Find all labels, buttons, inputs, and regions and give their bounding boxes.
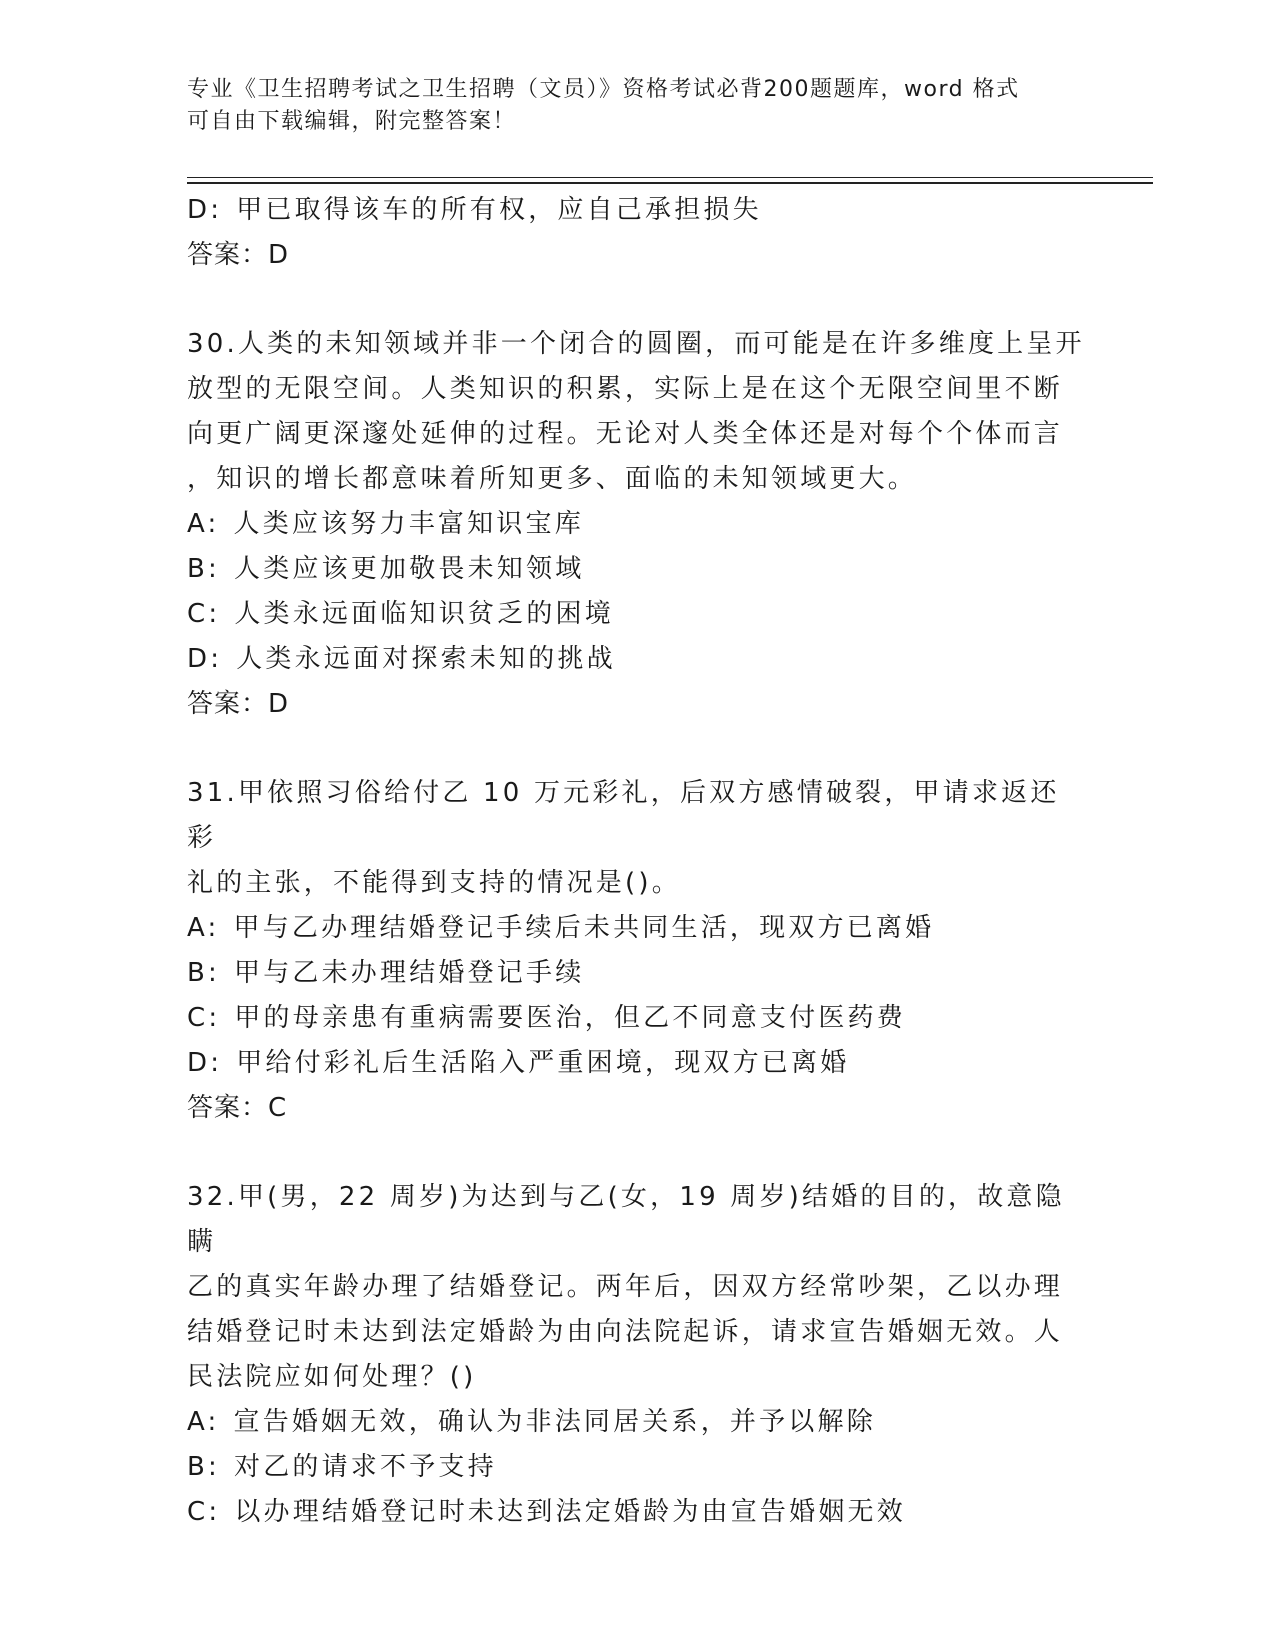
option-d bbox=[187, 637, 1087, 682]
option-prefix: B: bbox=[187, 1452, 220, 1482]
option-prefix: B: bbox=[187, 958, 220, 988]
option-d bbox=[187, 1041, 1087, 1086]
question-stem-30: 30.人类的未知领域并非一个闭合的圆圈，而可能是在许多维度上呈开 放型的无限空间。人类知识的积累，实际上是在这个无限空间里不断 向更广阔更深邃处延伸的过程。无论对人类全体还是对每个个体而言 ，知识的增长都意味着所知更多、面临的未知领域更大。 bbox=[187, 329, 1085, 494]
option-text: 宣告婚姻无效，确认为非法同居关系，并予以解除 bbox=[233, 1407, 876, 1437]
option-a bbox=[187, 502, 1087, 547]
option-c bbox=[187, 592, 1087, 637]
option-prefix: D: bbox=[187, 195, 223, 225]
option-prefix: A: bbox=[187, 509, 220, 539]
option-text: 对乙的请求不予支持 bbox=[234, 1452, 497, 1482]
option-a bbox=[187, 1400, 1087, 1445]
option-prefix: C: bbox=[187, 1003, 221, 1033]
option-a bbox=[187, 906, 1087, 951]
header-divider-thick bbox=[187, 182, 1153, 184]
answer-line: 答案：D bbox=[187, 689, 290, 719]
option-text: 甲的母亲患有重病需要医治，但乙不同意支付医药费 bbox=[234, 1003, 906, 1033]
header-title-line2: 可自由下载编辑，附完整答案！ bbox=[187, 109, 517, 134]
option-text: 甲与乙办理结婚登记手续后未共同生活，现双方已离婚 bbox=[233, 913, 935, 943]
answer-line: 答案：C bbox=[187, 1093, 288, 1123]
page-header bbox=[187, 74, 1067, 138]
option-c bbox=[187, 1490, 1087, 1535]
option-text: 甲与乙未办理结婚登记手续 bbox=[234, 958, 585, 988]
option-text: 甲给付彩礼后生活陷入严重困境，现双方已离婚 bbox=[236, 1048, 850, 1078]
option-text: 人类应该努力丰富知识宝库 bbox=[233, 509, 584, 539]
question-stem-32: 32.甲(男，22 周岁)为达到与乙(女，19 周岁)结婚的目的，故意隐瞒 乙的真实年龄办理了结婚登记。两年后，因双方经常吵架，乙以办理 结婚登记时未达到法定婚龄为由向法院起诉，请求宣告婚姻无效。人 民法院应如何处理？() bbox=[187, 1182, 1065, 1392]
option-prefix: D: bbox=[187, 1048, 223, 1078]
option-prefix: A: bbox=[187, 1407, 220, 1437]
option-text: 人类永远面临知识贫乏的困境 bbox=[234, 599, 614, 629]
header-title-line1: 专业《卫生招聘考试之卫生招聘（文员）》资格考试必背200题题库，word 格式 bbox=[187, 77, 1020, 102]
option-prefix: C: bbox=[187, 1497, 221, 1527]
option-text: 以办理结婚登记时未达到法定婚龄为由宣告婚姻无效 bbox=[234, 1497, 906, 1527]
answer-line: 答案：D bbox=[187, 240, 290, 270]
spacer bbox=[187, 727, 1087, 771]
option-b bbox=[187, 547, 1087, 592]
question-content bbox=[187, 188, 1087, 1535]
option-text: 甲已取得该车的所有权，应自己承担损失 bbox=[236, 195, 762, 225]
option-text: 人类应该更加敬畏未知领域 bbox=[234, 554, 585, 584]
option-text: 人类永远面对探索未知的挑战 bbox=[236, 644, 616, 674]
option-b bbox=[187, 1445, 1087, 1490]
option-d bbox=[187, 188, 1087, 233]
spacer bbox=[187, 1131, 1087, 1175]
option-prefix: A: bbox=[187, 913, 220, 943]
option-prefix: C: bbox=[187, 599, 221, 629]
option-b bbox=[187, 951, 1087, 996]
header-divider bbox=[187, 177, 1153, 178]
option-c bbox=[187, 996, 1087, 1041]
question-stem-31: 31.甲依照习俗给付乙 10 万元彩礼，后双方感情破裂，甲请求返还彩 礼的主张，不能得到支持的情况是()。 bbox=[187, 778, 1060, 898]
option-prefix: D: bbox=[187, 644, 223, 674]
option-prefix: B: bbox=[187, 554, 220, 584]
spacer bbox=[187, 278, 1087, 322]
